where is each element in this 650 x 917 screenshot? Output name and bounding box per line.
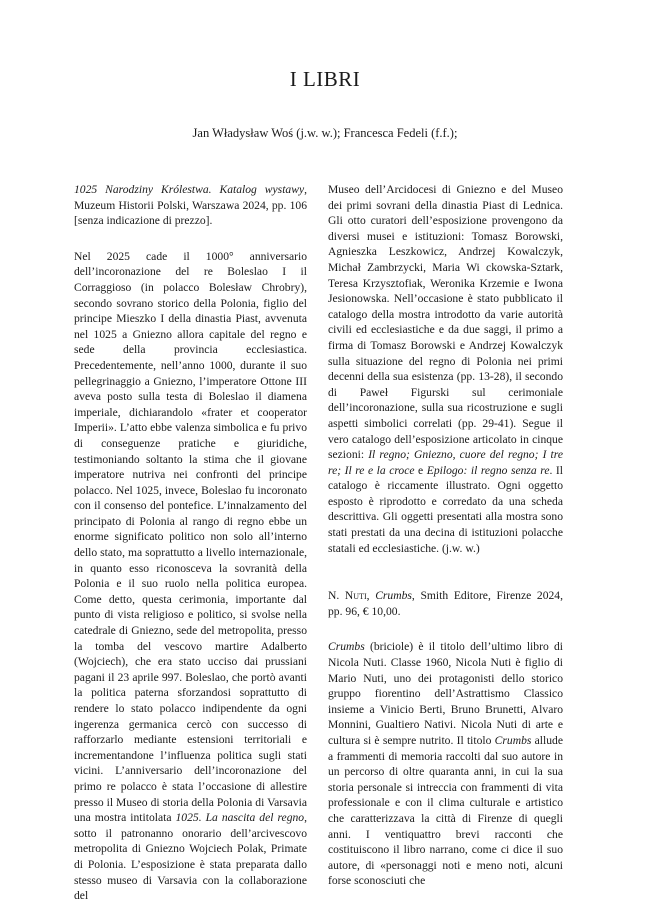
review2-body <box>328 639 563 889</box>
review1-body-continued: Museo dell’Arcidocesi di Gniezno e del Museo dei primi sovrani della dinastia Piast di Lednica. Gli otto curatori dell’esposizione provengono da diversi musei e istituzioni: Tomasz Borowski, Agnieszka Leszkowicz, Andrzej Kowalczyk, Michał Zambrzycki, Maria Wi ckowska-Sztark, Teresa Krzysztofiak, Weronika Krzemie e Iwona Jesionowska. Nell’occasione è stato pubblicato il catalogo della mostra introdotto da varie autorità civili ed ecclesiastiche e da due saggi, il primo a firma di Tomasz Borowski e Andrzej Kowalczyk sulla situazione del regno di Polonia nei primi decenni della sua esistenza (pp. 13-28), il secondo di Paweł Figurski sul cerimoniale dell’incoronazione, sulla sua ricostruzione e sugli aspetti simbolici correlati (pp. 29-41). Segue il vero catalogo dell’esposizione articolato in cinque sezioni: Il regno; Gniezno, cuore del regno; I tre re; Il re e la croce e Epilogo: il regno senza re. Il catalogo è riccamente illustrato. Ogni oggetto esposto è riprodotto e corredato da una scheda descrittiva. Gli oggetti presentati alla mostra sono stati prestati da una decina di istituzioni polacche statali ed ecclesiastiche. (j.w. w.) <box>328 183 564 555</box>
review1-sections: Il regno; Gniezno, cuore del regno; I tre re; Il re e la croce <box>328 448 564 477</box>
review1-publication-info: , Muzeum Historii Polski, Warszawa 2024, pp. 106 [senza indicazione di prezzo]. <box>74 183 307 228</box>
page-title: I LIBRI <box>289 67 361 91</box>
review2-author: N. Nuti <box>328 589 367 603</box>
review2-citation: N. Nuti, Crumbs, Smith Editore, Firenze 2024, pp. 96, € 10,00. <box>328 589 564 618</box>
review1-citation <box>74 182 307 229</box>
review2-body-part2: allude a frammenti di memoria raccolti dal suo autore in un percorso di oltre quaranta anni, in cui la sua storia personale si intreccia con frammenti di vita professionale e con il clima culturale e artistico che caratterizzava la città di Firenze di quegli anni. I ventiquattro brevi racconti che costituiscono il libro narrano, come ci dice il suo autore, di «personaggi noti e meno noti, alcuni forse sconosciuti che <box>328 734 563 888</box>
left-column <box>74 182 307 904</box>
review1-book-title: 1025 Narodziny Królestwa. Katalog wystawy <box>74 183 305 196</box>
review2-body-title-2: Crumbs <box>494 734 532 747</box>
review1-section-epilogue: Epilogo: il regno senza re <box>426 463 550 477</box>
review2-body-part1: (briciole) è il titolo dell’ultimo libro di Nicola Nuti. Classe 1960, Nicola Nuti è figlio di Mario Nuti, uno dei protagonisti dello storico gruppo fiorentino dell’Astrattismo Classico insieme a Vinicio Berti, Bruno Brunetti, Alvaro Monnini, Gualtiero Nativi. Nicola Nuti di arte e cultura si è sempre nutrito. Il titolo <box>328 640 563 747</box>
review1-exhibit-title: 1025. La nascita del regno <box>175 811 305 825</box>
review1-body <box>74 249 307 904</box>
right-column <box>328 182 563 889</box>
review2-body-title: Crumbs <box>328 640 365 654</box>
conjunction: e <box>414 463 427 477</box>
review2-publication-info: , Smith Editore, Firenze 2024, pp. 96, € 10,00. <box>328 589 564 618</box>
spacer <box>328 556 563 588</box>
spacer <box>74 229 307 249</box>
review2-book-title: Crumbs <box>375 589 412 603</box>
review1-body-part2-start: , sotto il patronanno onorario dell’arcivescovo metropolita di Gniezno Wojciech Polak, Primate di Polonia. L’esposizione è stata preparata dallo stesso museo di Varsavia con la collaborazione del <box>74 811 307 903</box>
review1-body-part3: . Il catalogo è riccamente illustrato. Ogni oggetto esposto è riprodotto e corredato da una scheda descrittiva. Gli oggetti presentati alla mostra sono stati prestati da una decina di istituzioni polacche statali ed ecclesiastiche. (j.w. w.) <box>328 463 564 555</box>
spacer <box>328 619 563 639</box>
contributors-line: Jan Władysław Woś (j.w. w.); Francesca Fedeli (f.f.); <box>192 126 458 140</box>
review1-body-part1: Nel 2025 cade il 1000° anniversario dell’incoronazione del re Boleslao I il Corraggioso (in polacco Bolesław Chrobry), secondo sovrano storico della Polonia, figlio del principe Mieszko I della dinastia Piast, avvenuta nel 1025 a Gniezno allora capitale del regno e sede della provincia ecclesiastica. Precedentemente, nell’anno 1000, durante il suo pellegrinaggio a Gniezno, l’imperatore Ottone III aveva posto sulla testa di Boleslao il diamena imperiale, dichiarandolo «frater et cooperator Imperii». L’atto ebbe valenza simbolica e fu privo di conseguenze pratiche e giuridiche, testimoniando soltanto la stima che il giovane imperatore nutriva nei confronti del principe polacco. Nel 1025, invece, Boleslao fu incoronato con il consenso del pontefice. L’innalzamento del principato di Polonia al rango di regno ebbe un enorme significato politico non solo all’interno dello stato, ma soprattutto a livello internazionale, in quanto esso riconosceva la sovranità della Polonia e il suo ruolo nella politica europea. Come detto, questa cerimonia, importante dal punto di vista religioso e politico, si svolse nella catedrale di Gniezno, sede del metropolita, presso la tomba del vescovo martire Adalberto (Wojciech), che era stato ucciso dai prussiani pagani il 23 aprile 997. Boleslao, che portò avanti la politica paterna sforzandosi soprattutto di rendere lo stato polacco indipendente da ogni ingerenza germanica cercò con successo di rafforzarlo mediante estensioni territoriali e incrementandone l’influenza politica sugli stati vicini. L’anniversario dell’incoronazione del primo re polacco è stata l’occasione di allestire presso il Museo di storia della Polonia di Varsavia una mostra intitolata <box>74 249 307 825</box>
